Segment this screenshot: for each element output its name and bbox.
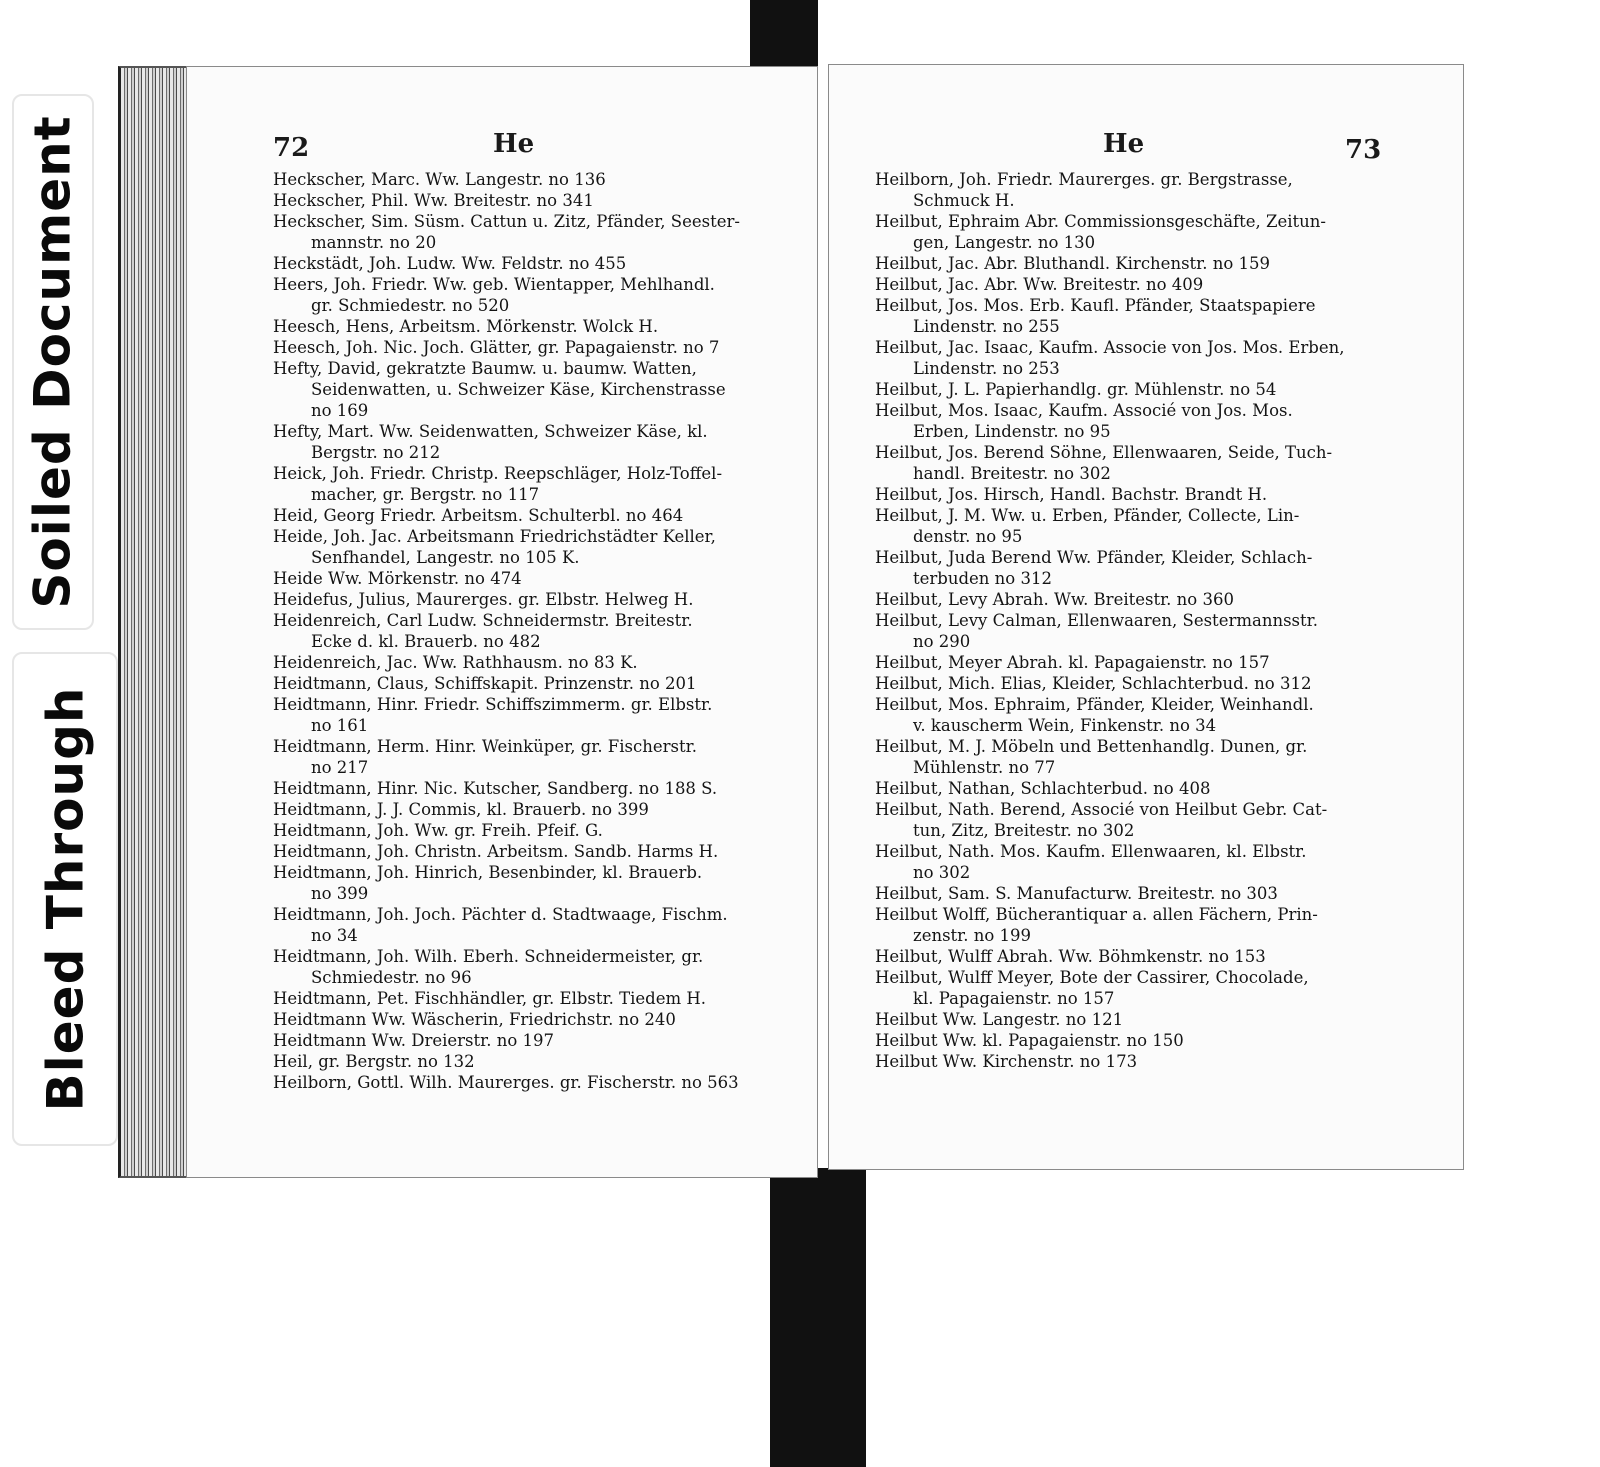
entry-line: Heilbut, Mich. Elias, Kleider, Schlachterbud. no 312 xyxy=(875,674,1312,693)
directory-entry xyxy=(273,1009,773,1030)
left-page xyxy=(186,66,818,1178)
entry-line: Heidtmann, Hinr. Nic. Kutscher, Sandberg. no 188 S. xyxy=(273,779,718,798)
entry-line: Heidtmann, Claus, Schiffskapit. Prinzenstr. no 201 xyxy=(273,674,697,693)
entry-continuation: Erben, Lindenstr. no 95 xyxy=(913,422,1111,441)
directory-entry xyxy=(875,379,1385,400)
entry-line: Heilbut, M. J. Möbeln und Bettenhandlg. Dunen, gr. xyxy=(875,737,1308,756)
directory-entry xyxy=(875,610,1385,652)
directory-entry xyxy=(875,274,1385,295)
entry-continuation: gen, Langestr. no 130 xyxy=(913,233,1096,252)
entry-line: Heick, Joh. Friedr. Christp. Reepschläger, Holz-Toffel- xyxy=(273,464,723,483)
entry-continuation: handl. Breitestr. no 302 xyxy=(913,464,1111,483)
entry-line: Heilbut, Levy Abrah. Ww. Breitestr. no 360 xyxy=(875,590,1234,609)
entry-line: Heesch, Hens, Arbeitsm. Mörkenstr. Wolck H. xyxy=(273,317,659,336)
entry-line: Heidtmann, Pet. Fischhändler, gr. Elbstr. Tiedem H. xyxy=(273,989,706,1008)
entry-continuation: Senfhandel, Langestr. no 105 K. xyxy=(311,548,580,567)
directory-entry xyxy=(875,484,1385,505)
right-entry-list xyxy=(875,169,1385,1072)
entry-continuation: mannstr. no 20 xyxy=(311,233,437,252)
entry-continuation: Mühlenstr. no 77 xyxy=(913,758,1056,777)
entry-line: Heilbut, Jac. Isaac, Kaufm. Associe von Jos. Mos. Erben, xyxy=(875,338,1345,357)
soiled-document-tab xyxy=(12,94,94,630)
entry-continuation: tun, Zitz, Breitestr. no 302 xyxy=(913,821,1135,840)
entry-continuation: Schmiedestr. no 96 xyxy=(311,968,472,987)
directory-entry xyxy=(273,568,773,589)
directory-entry xyxy=(875,589,1385,610)
directory-entry xyxy=(875,799,1385,841)
directory-entry xyxy=(273,274,773,316)
directory-entry xyxy=(273,610,773,652)
directory-entry xyxy=(875,904,1385,946)
directory-entry xyxy=(273,169,773,190)
entry-continuation: no 217 xyxy=(311,758,369,777)
directory-entry xyxy=(273,190,773,211)
directory-entry xyxy=(273,736,773,778)
entry-line: Heilbut, J. L. Papierhandlg. gr. Mühlenstr. no 54 xyxy=(875,380,1277,399)
directory-entry xyxy=(875,841,1385,883)
directory-entry xyxy=(273,253,773,274)
entry-line: Heidtmann Ww. Wäscherin, Friedrichstr. no 240 xyxy=(273,1010,676,1029)
entry-line: Heidtmann, Herm. Hinr. Weinküper, gr. Fischerstr. xyxy=(273,737,697,756)
entry-continuation: Schmuck H. xyxy=(913,191,1015,210)
directory-entry xyxy=(875,169,1385,211)
entry-line: Heidtmann, Joh. Hinrich, Besenbinder, kl. Brauerb. xyxy=(273,863,703,882)
binding-strip-top xyxy=(750,0,818,76)
entry-line: Heide Ww. Mörkenstr. no 474 xyxy=(273,569,522,588)
directory-entry xyxy=(273,505,773,526)
directory-entry xyxy=(273,589,773,610)
entry-line: Heilbut, Mos. Isaac, Kaufm. Associé von Jos. Mos. xyxy=(875,401,1293,420)
directory-entry xyxy=(273,211,773,253)
entry-line: Heidtmann, Joh. Ww. gr. Freih. Pfeif. G. xyxy=(273,821,603,840)
entry-line: Hefty, Mart. Ww. Seidenwatten, Schweizer Käse, kl. xyxy=(273,422,708,441)
directory-entry xyxy=(875,883,1385,904)
directory-entry xyxy=(875,673,1385,694)
entry-line: Heilbut, J. M. Ww. u. Erben, Pfänder, Collecte, Lin- xyxy=(875,506,1300,525)
entry-line: Heckscher, Sim. Süsm. Cattun u. Zitz, Pfänder, Seester- xyxy=(273,212,740,231)
directory-entry xyxy=(875,253,1385,274)
entry-continuation: macher, gr. Bergstr. no 117 xyxy=(311,485,540,504)
entry-line: Heilbut, Ephraim Abr. Commissionsgeschäfte, Zeitun- xyxy=(875,212,1327,231)
directory-entry xyxy=(875,505,1385,547)
right-page xyxy=(828,64,1464,1170)
entry-continuation: denstr. no 95 xyxy=(913,527,1023,546)
directory-entry xyxy=(875,736,1385,778)
left-page-section: He xyxy=(493,129,535,159)
directory-entry xyxy=(273,799,773,820)
entry-line: Heilborn, Joh. Friedr. Maurerges. gr. Bergstrasse, xyxy=(875,170,1293,189)
directory-entry xyxy=(273,862,773,904)
entry-continuation: no 399 xyxy=(311,884,369,903)
directory-entry xyxy=(273,778,773,799)
book-page-edges xyxy=(118,66,190,1178)
entry-continuation: no 34 xyxy=(311,926,358,945)
directory-entry xyxy=(875,295,1385,337)
entry-line: Heidtmann, Hinr. Friedr. Schiffszimmerm. gr. Elbstr. xyxy=(273,695,713,714)
entry-line: Heckscher, Phil. Ww. Breitestr. no 341 xyxy=(273,191,594,210)
entry-line: Heilbut, Wulff Meyer, Bote der Cassirer, Chocolade, xyxy=(875,968,1309,987)
directory-entry xyxy=(273,946,773,988)
directory-entry xyxy=(875,946,1385,967)
entry-line: Heilbut, Jac. Abr. Bluthandl. Kirchenstr. no 159 xyxy=(875,254,1271,273)
entry-line: Heers, Joh. Friedr. Ww. geb. Wientapper, Mehlhandl. xyxy=(273,275,715,294)
entry-continuation: kl. Papagaienstr. no 157 xyxy=(913,989,1115,1008)
left-entry-list xyxy=(273,169,773,1093)
directory-entry xyxy=(273,820,773,841)
entry-line: Heidtmann Ww. Dreierstr. no 197 xyxy=(273,1031,554,1050)
entry-line: Heilbut, Wulff Abrah. Ww. Böhmkenstr. no 153 xyxy=(875,947,1266,966)
entry-continuation: no 302 xyxy=(913,863,971,882)
entry-line: Heil, gr. Bergstr. no 132 xyxy=(273,1052,475,1071)
entry-continuation: no 290 xyxy=(913,632,971,651)
entry-line: Heilbut, Levy Calman, Ellenwaaren, Sestermannsstr. xyxy=(875,611,1318,630)
entry-line: Heidtmann, Joh. Christn. Arbeitsm. Sandb. Harms H. xyxy=(273,842,719,861)
entry-continuation: no 161 xyxy=(311,716,369,735)
entry-line: Heilbut, Nathan, Schlachterbud. no 408 xyxy=(875,779,1211,798)
directory-entry xyxy=(273,1051,773,1072)
entry-line: Heidenreich, Jac. Ww. Rathhausm. no 83 K. xyxy=(273,653,638,672)
entry-continuation: no 169 xyxy=(311,401,369,420)
entry-line: Heilbut, Nath. Berend, Associé von Heilbut Gebr. Cat- xyxy=(875,800,1328,819)
entry-line: Heilbut, Mos. Ephraim, Pfänder, Kleider, Weinhandl. xyxy=(875,695,1314,714)
directory-entry xyxy=(273,1030,773,1051)
entry-line: Heilborn, Gottl. Wilh. Maurerges. gr. Fischerstr. no 563 xyxy=(273,1073,739,1092)
entry-line: Heilbut, Jos. Mos. Erb. Kaufl. Pfänder, Staatspapiere xyxy=(875,296,1316,315)
bleed-through-tab xyxy=(12,652,118,1146)
directory-entry xyxy=(875,1030,1385,1051)
directory-entry xyxy=(273,463,773,505)
entry-line: Heilbut Ww. Kirchenstr. no 173 xyxy=(875,1052,1138,1071)
directory-entry xyxy=(875,442,1385,484)
directory-entry xyxy=(875,337,1385,379)
entry-line: Hefty, David, gekratzte Baumw. u. baumw. Watten, xyxy=(273,359,697,378)
directory-entry xyxy=(273,421,773,463)
entry-continuation: Seidenwatten, u. Schweizer Käse, Kirchenstrasse xyxy=(311,380,726,399)
entry-line: Heid, Georg Friedr. Arbeitsm. Schulterbl. no 464 xyxy=(273,506,684,525)
entry-continuation: gr. Schmiedestr. no 520 xyxy=(311,296,510,315)
directory-entry xyxy=(875,652,1385,673)
bleed-through-label: Bleed Through xyxy=(36,686,94,1112)
entry-line: Heidtmann, Joh. Wilh. Eberh. Schneidermeister, gr. xyxy=(273,947,704,966)
entry-line: Heilbut, Jos. Berend Söhne, Ellenwaaren, Seide, Tuch- xyxy=(875,443,1333,462)
entry-continuation: zenstr. no 199 xyxy=(913,926,1032,945)
entry-continuation: Bergstr. no 212 xyxy=(311,443,441,462)
entry-line: Heckscher, Marc. Ww. Langestr. no 136 xyxy=(273,170,606,189)
entry-line: Heesch, Joh. Nic. Joch. Glätter, gr. Papagaienstr. no 7 xyxy=(273,338,720,357)
left-page-number: 72 xyxy=(273,133,310,163)
directory-entry xyxy=(273,526,773,568)
entry-line: Heidefus, Julius, Maurerges. gr. Elbstr. Helweg H. xyxy=(273,590,694,609)
entry-continuation: Lindenstr. no 255 xyxy=(913,317,1060,336)
directory-entry xyxy=(875,967,1385,1009)
directory-entry xyxy=(273,694,773,736)
directory-entry xyxy=(273,904,773,946)
directory-entry xyxy=(875,211,1385,253)
entry-line: Heidenreich, Carl Ludw. Schneidermstr. Breitestr. xyxy=(273,611,693,630)
entry-line: Heilbut Ww. kl. Papagaienstr. no 150 xyxy=(875,1031,1184,1050)
directory-entry xyxy=(273,673,773,694)
directory-entry xyxy=(273,337,773,358)
binding-strip-bottom xyxy=(770,1168,866,1467)
directory-entry xyxy=(273,988,773,1009)
entry-line: Heilbut, Jac. Abr. Ww. Breitestr. no 409 xyxy=(875,275,1204,294)
entry-line: Heilbut, Nath. Mos. Kaufm. Ellenwaaren, kl. Elbstr. xyxy=(875,842,1307,861)
entry-continuation: v. kauscherm Wein, Finkenstr. no 34 xyxy=(913,716,1217,735)
directory-entry xyxy=(875,778,1385,799)
directory-entry xyxy=(875,1051,1385,1072)
directory-entry xyxy=(273,316,773,337)
entry-continuation: terbuden no 312 xyxy=(913,569,1052,588)
right-page-number: 73 xyxy=(1345,135,1382,165)
directory-entry xyxy=(273,1072,773,1093)
entry-line: Heckstädt, Joh. Ludw. Ww. Feldstr. no 455 xyxy=(273,254,627,273)
entry-line: Heidtmann, Joh. Joch. Pächter d. Stadtwaage, Fischm. xyxy=(273,905,728,924)
right-page-section: He xyxy=(1103,129,1145,159)
entry-line: Heilbut Ww. Langestr. no 121 xyxy=(875,1010,1124,1029)
entry-continuation: Lindenstr. no 253 xyxy=(913,359,1060,378)
directory-entry xyxy=(875,547,1385,589)
entry-line: Heilbut, Jos. Hirsch, Handl. Bachstr. Brandt H. xyxy=(875,485,1268,504)
directory-entry xyxy=(875,694,1385,736)
directory-entry xyxy=(273,358,773,421)
directory-entry xyxy=(875,400,1385,442)
directory-entry xyxy=(875,1009,1385,1030)
entry-continuation: Ecke d. kl. Brauerb. no 482 xyxy=(311,632,541,651)
entry-line: Heidtmann, J. J. Commis, kl. Brauerb. no 399 xyxy=(273,800,649,819)
entry-line: Heilbut, Meyer Abrah. kl. Papagaienstr. no 157 xyxy=(875,653,1270,672)
entry-line: Heilbut Wolff, Bücherantiquar a. allen Fächern, Prin- xyxy=(875,905,1318,924)
entry-line: Heilbut, Juda Berend Ww. Pfänder, Kleider, Schlach- xyxy=(875,548,1313,567)
entry-line: Heide, Joh. Jac. Arbeitsmann Friedrichstädter Keller, xyxy=(273,527,716,546)
directory-entry xyxy=(273,652,773,673)
directory-entry xyxy=(273,841,773,862)
soiled-document-label: Soiled Document xyxy=(24,115,83,609)
entry-line: Heilbut, Sam. S. Manufacturw. Breitestr. no 303 xyxy=(875,884,1278,903)
